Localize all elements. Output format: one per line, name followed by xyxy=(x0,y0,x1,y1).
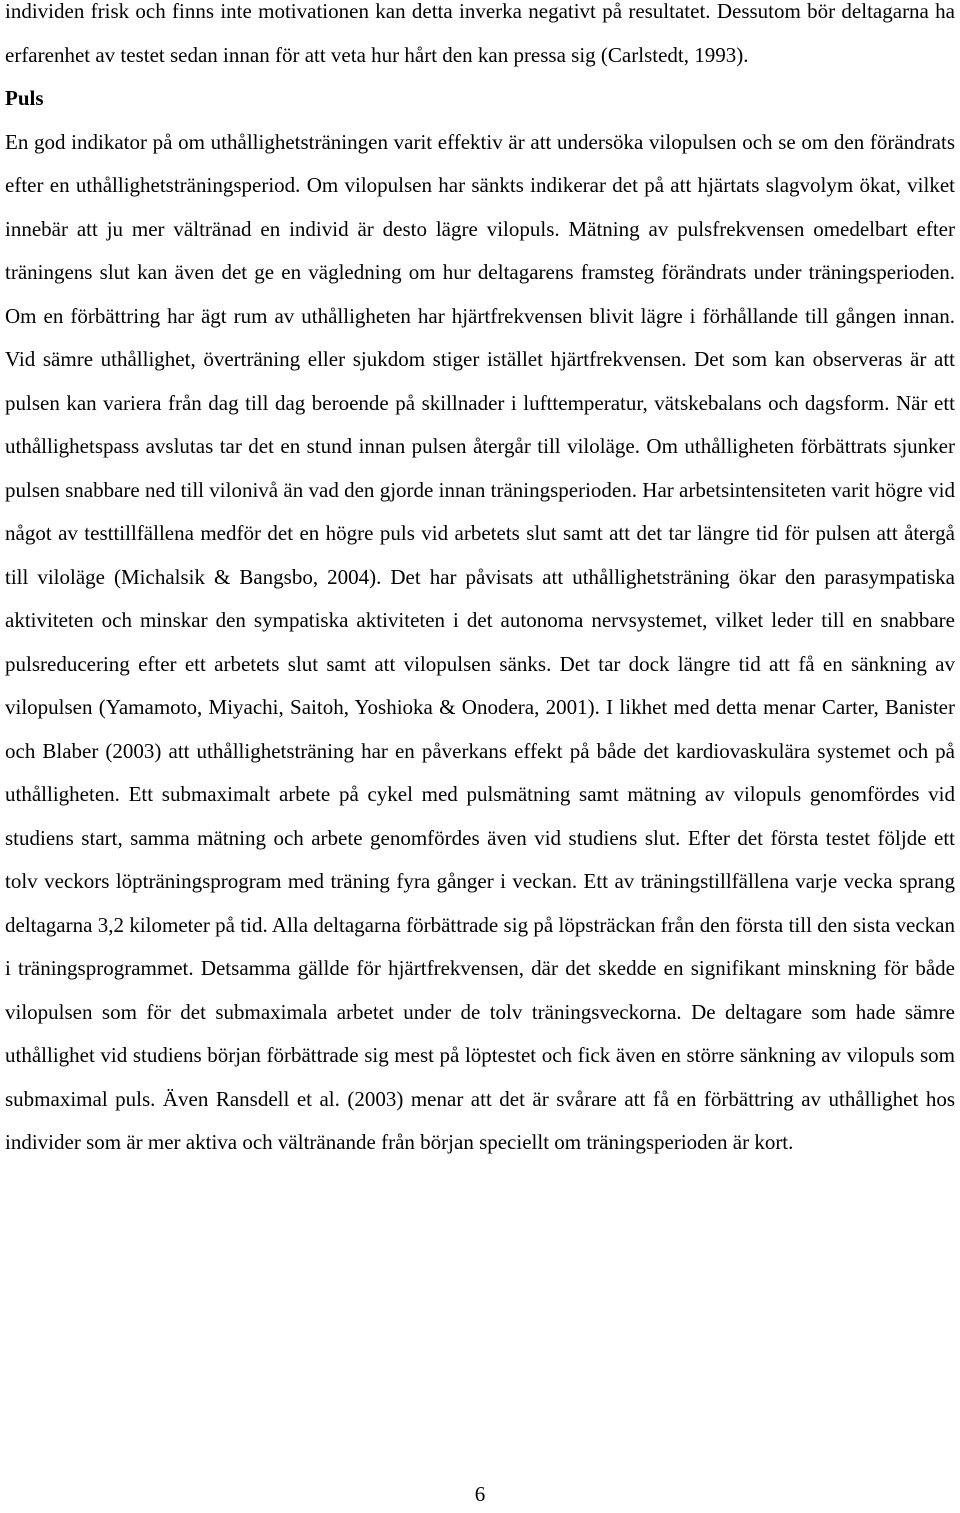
page-number: 6 xyxy=(474,1482,486,1506)
document-page xyxy=(5,0,955,1165)
section-paragraph: En god indikator på om uthållighetsträningen varit effektiv är att undersöka vilopulsen och se om den förändrats efter en uthållighetsträningsperiod. Om vilopulsen har sänkts indikerar det på att hjärtats slagvolym ökat, vilket innebär att ju mer vältränad en individ är desto lägre vilopuls. Mätning av pulsfrekvensen omedelbart efter träningens slut kan även det ge en vägledning om hur deltagarens framsteg förändrats under träningsperioden. Om en förbättring har ägt rum av uthålligheten har hjärtfrekvensen blivit lägre i förhållande till gången innan. Vid sämre uthållighet, överträning eller sjukdom stiger istället hjärtfrekvensen. Det som kan observeras är att pulsen kan variera från dag till dag beroende på skillnader i lufttemperatur, vätskebalans och dagsform. När ett uthållighetspass avslutas tar det en stund innan pulsen återgår till viloläge. Om uthålligheten förbättrats sjunker pulsen snabbare ned till vilonivå än vad den gjorde innan träningsperioden. Har arbetsintensiteten varit högre vid något av testtillfällena medför det en högre puls vid arbetets slut samt att det tar längre tid för pulsen att återgå till viloläge (Michalsik & Bangsbo, 2004). Det har påvisats att uthållighetsträning ökar den parasympatiska aktiviteten och minskar den sympatiska aktiviteten i det autonoma nervsystemet, vilket leder till en snabbare pulsreducering efter ett arbetets slut samt att vilopulsen sänks. Det tar dock längre tid att få en sänkning av vilopulsen (Yamamoto, Miyachi, Saitoh, Yoshioka & Onodera, 2001). I likhet med detta menar Carter, Banister och Blaber (2003) att uthållighetsträning har en påverkans effekt på både det kardiovaskulära systemet och på uthålligheten. Ett submaximalt arbete på cykel med pulsmätning samt mätning av vilopuls genomfördes vid studiens start, samma mätning och arbete genomfördes även vid studiens slut. Efter det första testet följde ett tolv veckors löpträningsprogram med träning fyra gånger i veckan. Ett av träningstillfällena varje vecka sprang deltagarna 3,2 kilometer på tid. Alla deltagarna förbättrade sig på löpsträckan från den första till den sista veckan i träningsprogrammet. Detsamma gällde för hjärtfrekvensen, där det skedde en signifikant minskning för både vilopulsen som för det submaximala arbetet under de tolv träningsveckorna. De deltagare som hade sämre uthållighet vid studiens början förbättrade sig mest på löptestet och fick även en större sänkning av vilopuls som submaximal puls. Även Ransdell et al. (2003) menar att det är svårare att få en förbättring av uthållighet hos individer som är mer aktiva och vältränande från början speciellt om träningsperioden är kort. xyxy=(5,129,955,1154)
intro-paragraph: individen frisk och finns inte motivationen kan detta inverka negativt på resultatet. Dessutom bör deltagarna ha erfarenhet av testet sedan innan för att veta hur hårt den kan pressa sig (Carlstedt, 1993). xyxy=(5,0,955,67)
section-heading: Puls xyxy=(5,86,44,110)
